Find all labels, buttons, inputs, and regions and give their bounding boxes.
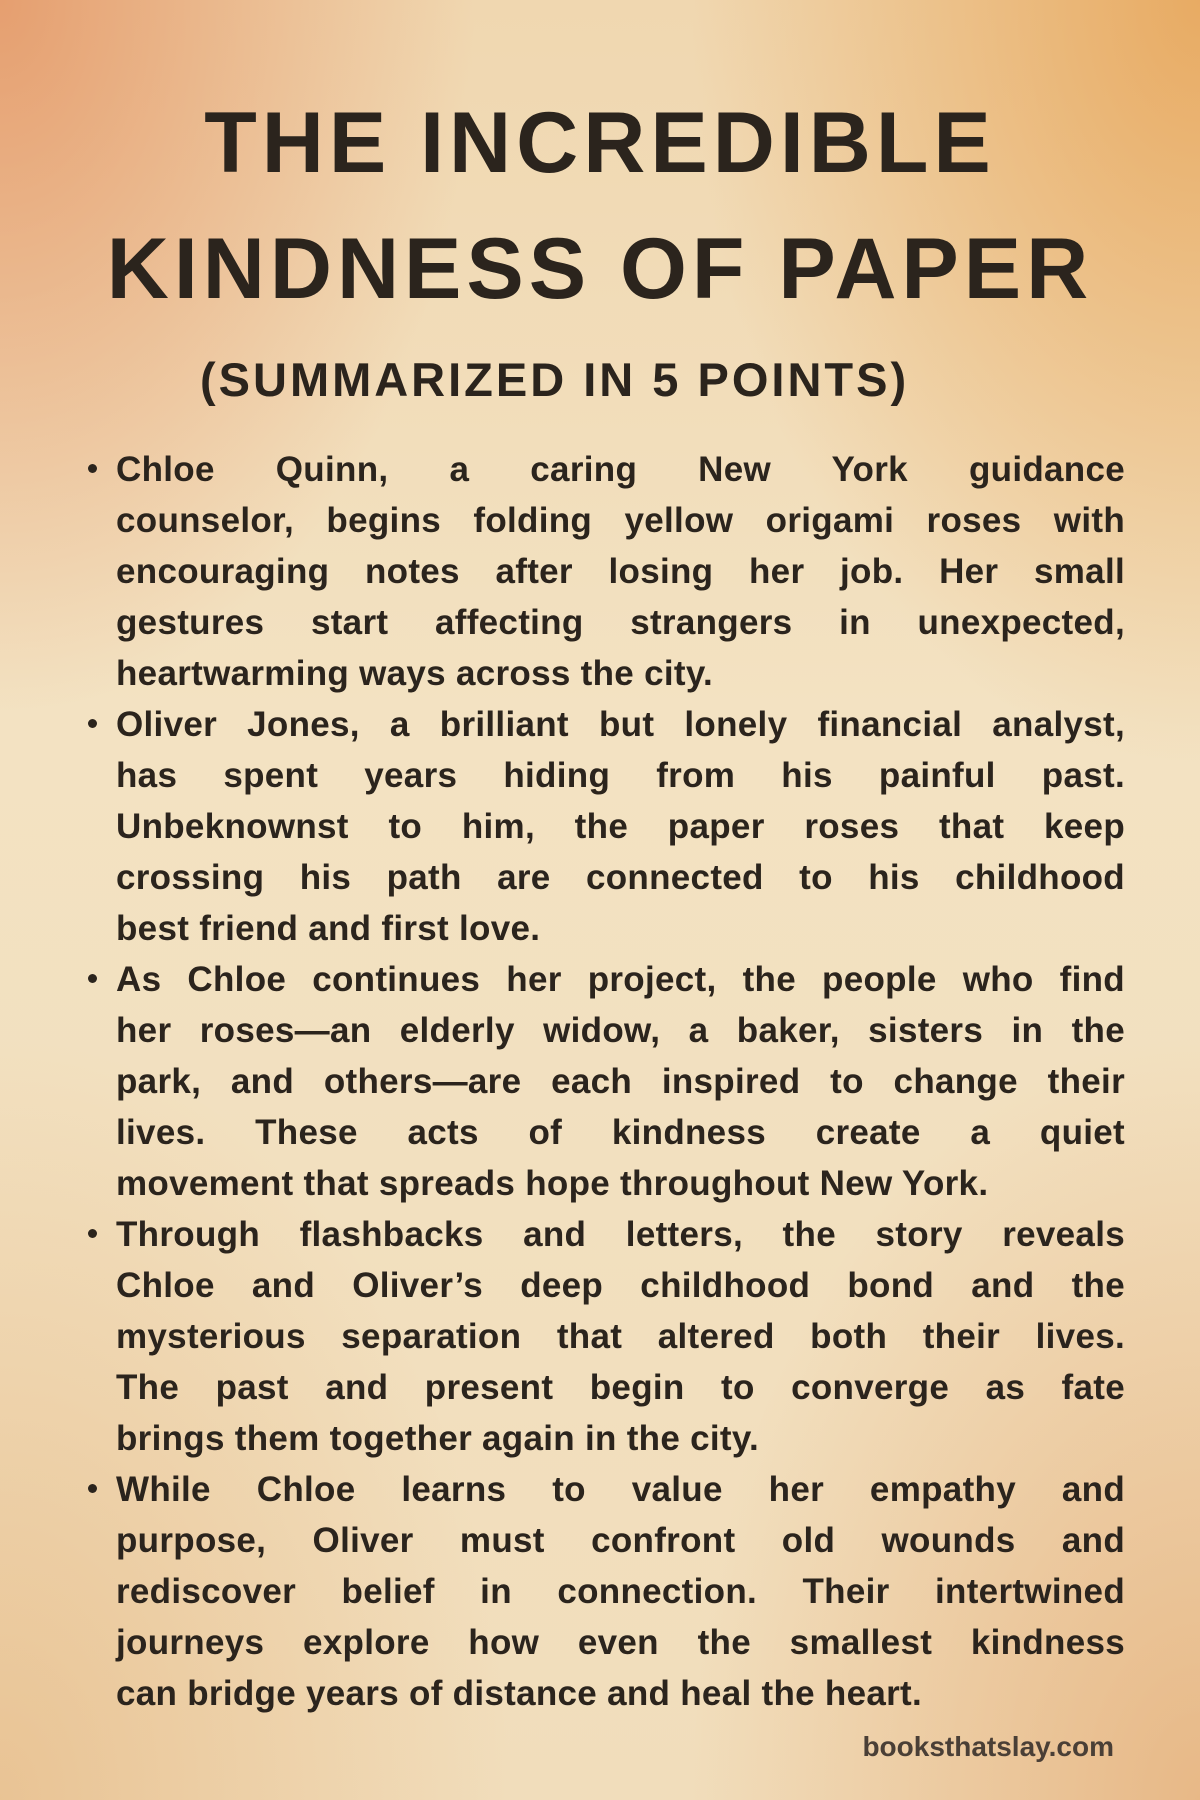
summary-point-line: gestures start affecting strangers in unexpected,: [116, 603, 1125, 642]
summary-point-line: Chloe Quinn, a caring New York guidance: [116, 450, 1125, 489]
summary-point-line: can bridge years of distance and heal the heart.: [116, 1674, 923, 1713]
summary-point-line: heartwarming ways across the city.: [116, 654, 714, 693]
site-credit: booksthatslay.com: [862, 1731, 1114, 1762]
summary-point-line: park, and others—are each inspired to change their: [116, 1062, 1125, 1101]
summary-point-line: brings them together again in the city.: [116, 1419, 760, 1458]
summary-point-line: Oliver Jones, a brilliant but lonely financial analyst,: [116, 705, 1125, 744]
summary-point-line: As Chloe continues her project, the people who find: [116, 960, 1125, 999]
summary-point-line: crossing his path are connected to his childhood: [116, 858, 1125, 897]
summary-point-line: purpose, Oliver must confront old wounds and: [116, 1521, 1125, 1560]
summary-point-line: movement that spreads hope throughout New York.: [116, 1164, 989, 1203]
summary-point-line: journeys explore how even the smallest kindness: [116, 1623, 1125, 1662]
bullet-icon: [88, 719, 97, 728]
summary-point-line: lives. These acts of kindness create a quiet: [116, 1113, 1125, 1152]
summary-point: [116, 699, 1125, 954]
summary-point-line: her roses—an elderly widow, a baker, sisters in the: [116, 1011, 1125, 1050]
summary-point-line: Chloe and Oliver’s deep childhood bond and the: [116, 1266, 1125, 1305]
summary-point: [116, 1209, 1125, 1464]
summary-point: [116, 444, 1125, 699]
subtitle: (SUMMARIZED IN 5 POINTS): [200, 353, 910, 406]
title-line-1: THE INCREDIBLE: [204, 95, 996, 191]
summary-point-line: counselor, begins folding yellow origami roses with: [116, 501, 1125, 540]
summary-point: [116, 954, 1125, 1209]
summary-point-line: rediscover belief in connection. Their intertwined: [116, 1572, 1125, 1611]
summary-point-line: encouraging notes after losing her job. Her small: [116, 552, 1125, 591]
bullet-icon: [88, 1484, 97, 1493]
title-line-2: KINDNESS OF PAPER: [106, 221, 1094, 317]
summary-point-line: While Chloe learns to value her empathy and: [116, 1470, 1125, 1509]
bullet-icon: [88, 464, 97, 473]
summary-point-line: mysterious separation that altered both their lives.: [116, 1317, 1125, 1356]
summary-points-list: [116, 444, 1125, 1719]
summary-point-line: Through flashbacks and letters, the story reveals: [116, 1215, 1125, 1254]
bullet-icon: [88, 1229, 97, 1238]
summary-point-line: The past and present begin to converge as fate: [116, 1368, 1125, 1407]
summary-point: [116, 1464, 1125, 1719]
bullet-icon: [88, 974, 97, 983]
summary-point-line: best friend and first love.: [116, 909, 541, 948]
summary-point-line: Unbeknownst to him, the paper roses that keep: [116, 807, 1125, 846]
summary-point-line: has spent years hiding from his painful past.: [116, 756, 1125, 795]
